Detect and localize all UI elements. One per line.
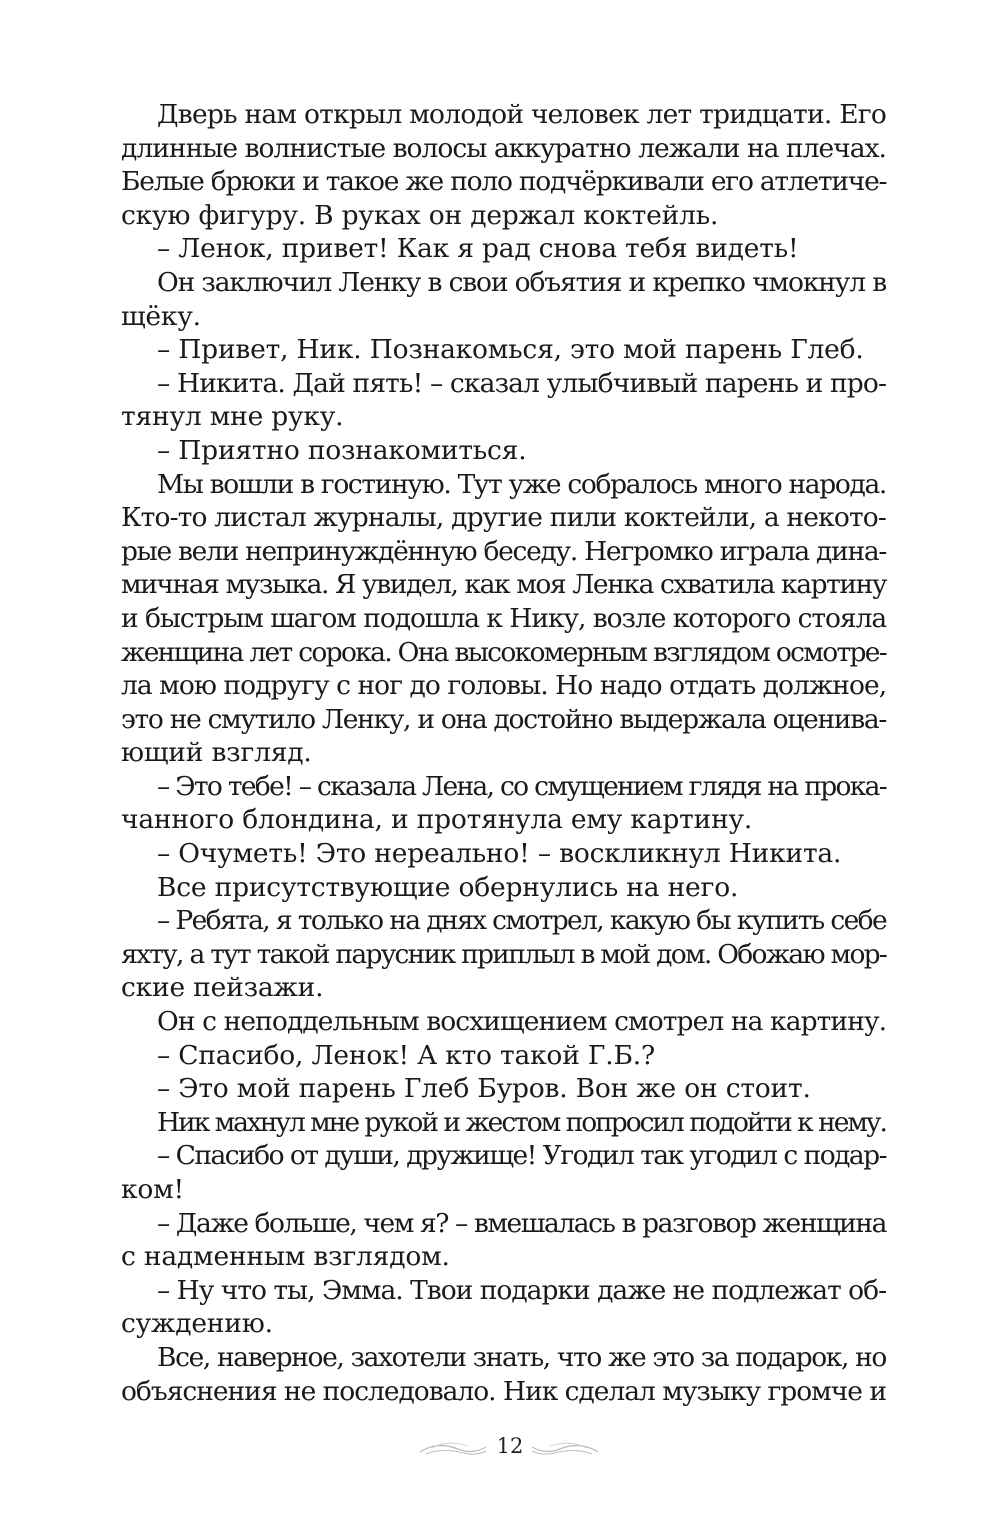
text-line: – Привет, Ник. Познакомься, это мой парень Глеб. bbox=[157, 334, 864, 366]
text-line: Все, наверное, захотели знать, что же это за подарок, но bbox=[157, 1341, 886, 1373]
text-line: – Ленок, привет! Как я рад снова тебя видеть! bbox=[157, 233, 799, 265]
text-line: ские пейзажи. bbox=[121, 972, 324, 1004]
text-line: с надменным взглядом. bbox=[121, 1241, 450, 1273]
text-line: рые вели непринуждённую беседу. Негромко играла дина- bbox=[121, 535, 886, 567]
text-line: чанного блондина, и протянула ему картину. bbox=[121, 804, 753, 836]
text-line: яхту, а тут такой парусник приплыл в мой дом. Обожаю мор- bbox=[121, 938, 887, 970]
page-number: 12 bbox=[496, 1434, 524, 1458]
text-line: Мы вошли в гостиную. Тут уже собралось много народа. bbox=[157, 468, 886, 500]
text-line: Он заключил Ленку в свои объятия и крепко чмокнул в bbox=[157, 266, 886, 298]
text-line: щёку. bbox=[121, 300, 201, 332]
text-line: – Ну что ты, Эмма. Твои подарки даже не подлежат об- bbox=[157, 1274, 887, 1306]
text-line: и быстрым шагом подошла к Нику, возле которого стояла bbox=[121, 602, 887, 634]
text-line: ющий взгляд. bbox=[121, 737, 312, 769]
text-line: – Ребята, я только на днях смотрел, какую бы купить себе bbox=[157, 905, 886, 937]
text-line: женщина лет сорока. Она высокомерным взглядом осмотре- bbox=[121, 636, 886, 668]
text-line: мичная музыка. Я увидел, как моя Ленка схватила картину bbox=[121, 569, 887, 601]
text-line: – Очуметь! Это нереально! – воскликнул Никита. bbox=[157, 838, 842, 870]
text-line: – Спасибо, Ленок! А кто такой Г.Б.? bbox=[157, 1039, 655, 1071]
text-line: Он с неподдельным восхищением смотрел на картину. bbox=[157, 1006, 887, 1038]
text-line: – Никита. Дай пять! – сказал улыбчивый парень и про- bbox=[157, 367, 887, 399]
left-flourish-icon bbox=[418, 1438, 488, 1460]
text-line: это не смутило Ленку, и она достойно выдержала оценива- bbox=[121, 703, 886, 735]
text-line: Ник махнул мне рукой и жестом попросил подойти к нему. bbox=[157, 1106, 886, 1138]
right-flourish-icon bbox=[530, 1438, 600, 1460]
text-line: объяснения не последовало. Ник сделал музыку громче и bbox=[121, 1375, 886, 1407]
text-line: ком! bbox=[121, 1174, 184, 1205]
page-footer bbox=[0, 1432, 1000, 1468]
text-line: Белые брюки и такое же поло подчёркивали его атлетиче- bbox=[121, 166, 887, 198]
text-line: скую фигуру. В руках он держал коктейль. bbox=[121, 199, 719, 231]
text-line: суждению. bbox=[121, 1308, 273, 1340]
text-line: – Это тебе! – сказала Лена, со смущением глядя на прока- bbox=[157, 770, 886, 802]
text-line: длинные волнистые волосы аккуратно лежали на плечах. bbox=[121, 132, 886, 164]
text-line: Все присутствующие обернулись на него. bbox=[157, 871, 739, 903]
text-line: – Приятно познакомиться. bbox=[157, 434, 527, 466]
text-line: – Даже больше, чем я? – вмешалась в разговор женщина bbox=[157, 1207, 886, 1239]
text-line: – Спасибо от души, дружище! Угодил так угодил с подар- bbox=[157, 1140, 886, 1172]
text-line: Дверь нам открыл молодой человек лет тридцати. Его bbox=[157, 99, 887, 130]
text-line: Кто-то листал журналы, другие пили коктейли, а некото- bbox=[121, 502, 886, 534]
text-line: – Это мой парень Глеб Буров. Вон же он стоит. bbox=[157, 1073, 811, 1105]
body-text bbox=[121, 98, 886, 1408]
text-line: тянул мне руку. bbox=[121, 401, 344, 433]
text-line: ла мою подругу с ног до головы. Но надо отдать должное, bbox=[121, 670, 887, 702]
